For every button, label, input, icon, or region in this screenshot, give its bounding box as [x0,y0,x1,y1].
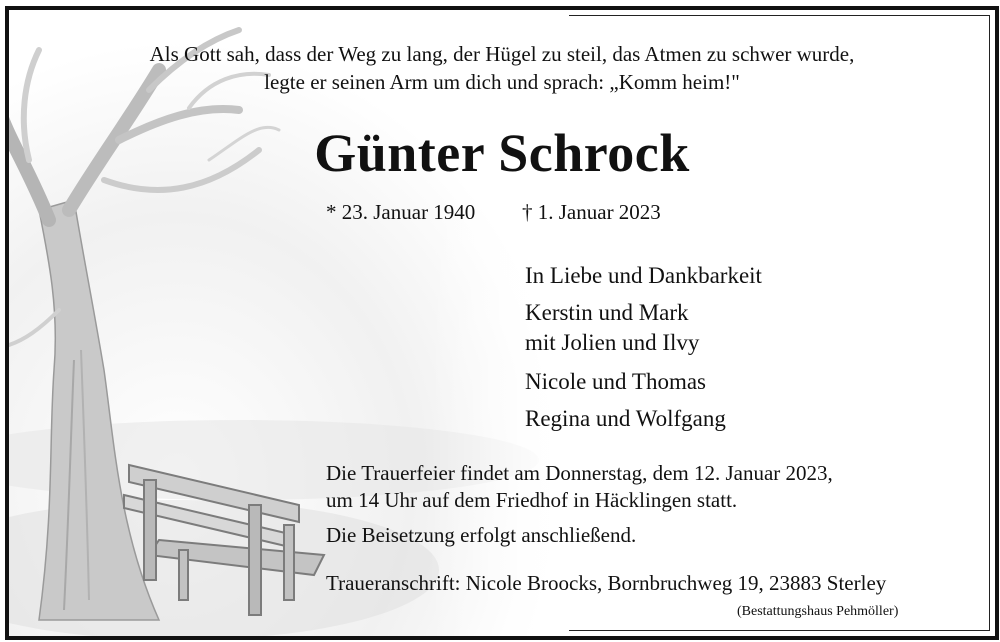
mourning-address: Traueranschrift: Nicole Broocks, Bornbruchweg 19, 23883 Sterley [326,571,887,595]
family-line-3: Nicole und Thomas [525,369,706,394]
death-date: † 1. Januar 2023 [522,200,661,224]
funeral-home: (Bestattungshaus Pehmöller) [737,604,899,619]
service-line-2: um 14 Uhr auf dem Friedhof in Häcklingen statt. [326,488,738,512]
quote-line-1: Als Gott sah, dass der Weg zu lang, der Hügel zu steil, das Atmen zu schwer wurde, [149,42,855,66]
family-intro: In Liebe und Dankbarkeit [525,263,762,288]
family-line-4: Regina und Wolfgang [525,406,726,431]
family-line-1: Kerstin und Mark [525,300,689,325]
obituary-notice [5,6,999,640]
quote-line-2: legte er seinen Arm um dich und sprach: „Komm heim!" [264,70,740,94]
service-line-3: Die Beisetzung erfolgt anschließend. [326,523,637,547]
service-line-1: Die Trauerfeier findet am Donnerstag, dem 12. Januar 2023, [326,461,833,485]
family-line-2: mit Jolien und Ilvy [525,330,700,355]
birth-date: * 23. Januar 1940 [326,200,476,224]
deceased-name: Günter Schrock [314,123,690,183]
